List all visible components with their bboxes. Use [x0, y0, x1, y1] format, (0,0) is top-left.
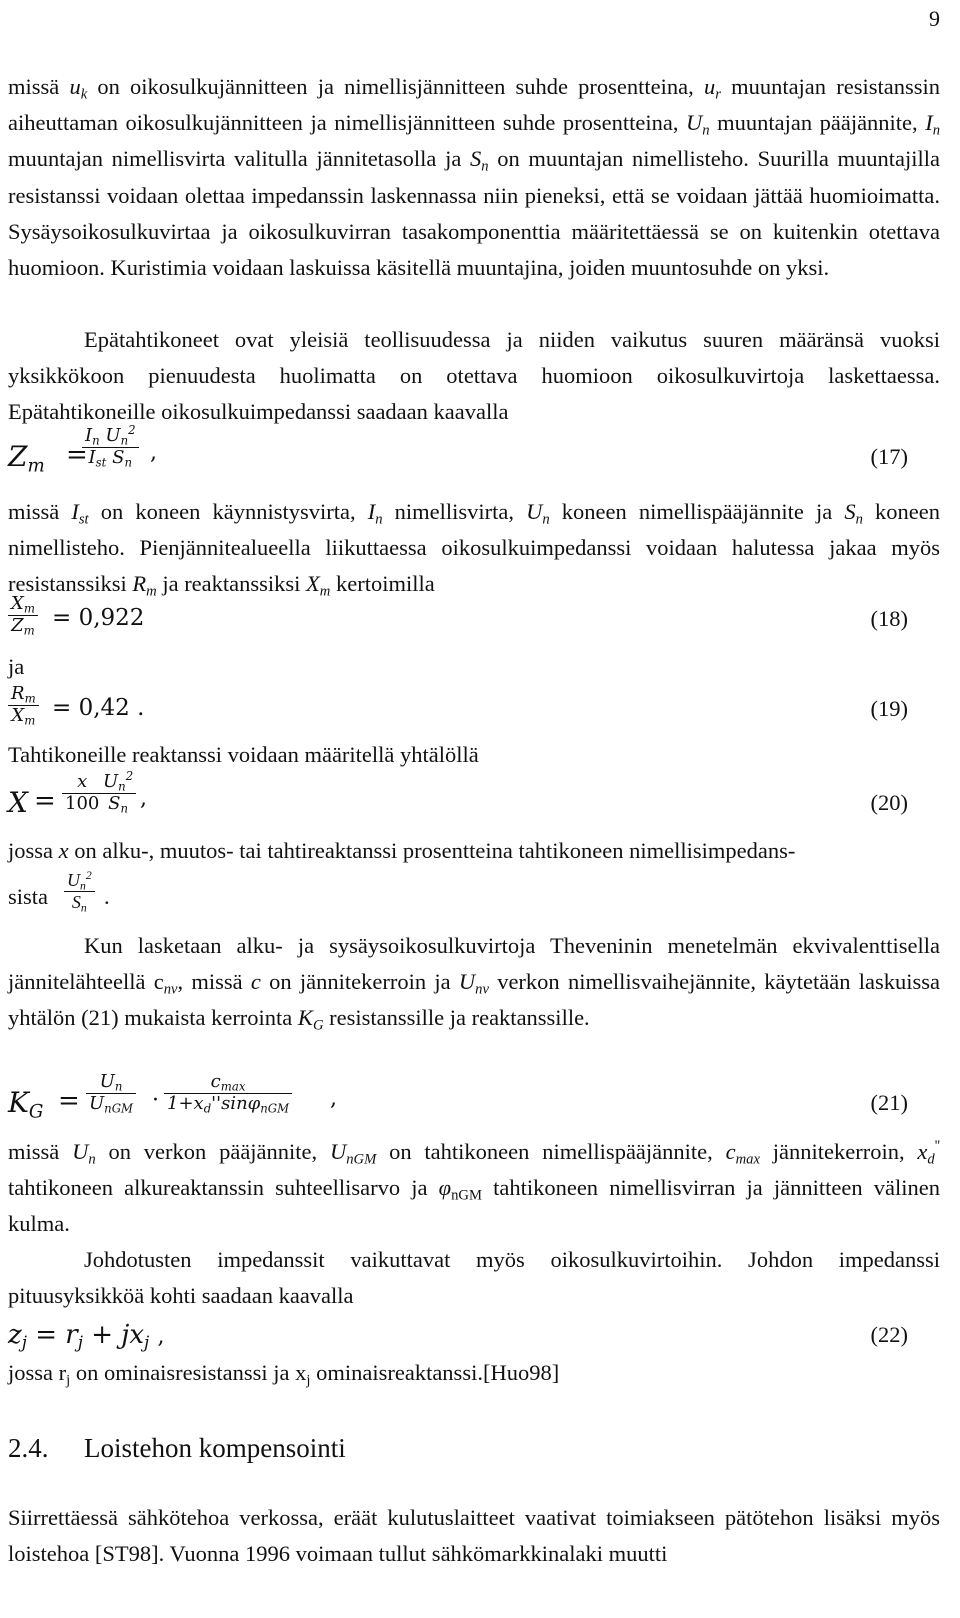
equation-22: $z_j = r_j + jx_j$ , (22)	[8, 1320, 908, 1353]
paragraph-machine-params: missä $I_{st}$ on koneen käynnistysvirta, $I_n$ nimellisvirta, $U_n$ koneen nimellispääjännite ja $S_n$ koneen nimellisteho. Pienjännitealueella liikuttaessa oikosulkuimpedanssi voidaan halutessa jakaa myös resistanssiksi $R_m$ ja reaktanssiksi $X_m$ kertoimilla	[8, 499, 940, 600]
section-heading	[8, 1433, 346, 1464]
equation-number-20: (20)	[870, 790, 908, 815]
equation-19: $\frac{R_m}{X_m}$ = 0,42 . (19)	[8, 684, 940, 744]
section-number: 2.4.	[8, 1433, 49, 1463]
paragraph-thevenin: Kun lasketaan alku- ja sysäysoikosulkuvirtoja Theveninin menetelmän ekvivalenttisella jännitelähteellä $c_{nv}$, missä c on jännitekerroin ja $U_{nv}$ verkon nimellisvaihejännite, käytetään laskuissa yhtälön (21) mukaista kerrointa $K_G$ resistanssille ja reaktanssille.	[8, 933, 940, 1034]
connector-ja: ja	[8, 654, 25, 679]
equation-20: X = $\frac{x}{100}$ $\frac{U_n^2}{S_n}$ , (20)	[8, 768, 908, 819]
equation-17: $Z_m$ = $I_n$ $U_n^2$ $I_{st}$ $S_n$ , (17)	[8, 422, 908, 477]
page-number: 9	[929, 6, 940, 31]
equation-number-19: (19)	[870, 696, 908, 721]
paragraph-transformer-params: missä $u_k$ on oikosulkujännitteen ja nimellisjännitteen suhde prosentteina, $u_r$ muuntajan resistanssin aiheuttaman oikosulkujännitteen ja nimellisjännitteen suhde prosentteina, $U_n$ muuntajan pääjännite, $I_n$ muuntajan nimellisvirta valitulla jännitetasolla ja $S_n$ on muuntajan nimellisteho. Suurilla muuntajilla resistanssi voidaan olettaa impedanssin laskennassa niin pieneksi, että se voidaan jättää huomioimatta. Sysäysoikosulkuvirtaa ja oikosulkuvirran tasakomponenttia määritettäessä se on kuitenkin otettava huomioon. Kuristimia voidaan laskuissa käsitellä muuntajina, joiden muuntosuhde on yksi.	[8, 74, 940, 281]
paragraph-eq21-vars: missä $U_n$ on verkon pääjännite, $U_{nGM}$ on tahtikoneen nimellispääjännite, $c_{max}$ jännitekerroin, $x_d''$ tahtikoneen alkureaktanssin suhteellisarvo ja $\varphi_{nGM}$ tahtikoneen nimellisvirran ja jännitteen välinen kulma.	[8, 1138, 940, 1237]
paragraph-reactance-def: jossa x on alku-, muutos- tai tahtireaktanssi prosentteina tahtikoneen nimellisimpedans-	[8, 838, 796, 863]
paragraph-line-params: jossa $r_j$ on ominaisresistanssi ja $x_j$ ominaisreaktanssi.[Huo98]	[8, 1360, 560, 1389]
paragraph-reactive-power: Siirrettäessä sähkötehoa verkossa, eräät kulutuslaitteet vaativat toimiakseen pätötehon lisäksi myös loistehoa [ST98]. Vuonna 1996 voimaan tullut sähkömarkkinalaki muutti	[8, 1505, 940, 1567]
equation-18: $\frac{X_m}{Z_m}$ = 0,922 (18)	[8, 594, 940, 654]
paragraph-line-impedance: Johdotusten impedanssit vaikuttavat myös oikosulkuvirtoihin. Johdon impedanssi pituusyksikköä kohti saadaan kaavalla	[8, 1247, 940, 1309]
document-page: 9 missä $u_k$ on oikosulkujännitteen ja nimellisjännitteen suhde prosentteina, $u_r$ muuntajan resistanssin aiheuttaman oikosulkujännitteen ja nimellisjännitteen suhde prosentteina, $U_n$ muuntajan pääjännite, $I_n$ muuntajan nimellisvirta valitulla jännitetasolla ja $S_n$ on muuntajan nimellisteho. Suurilla muuntajilla resistanssi voidaan olettaa impedanssin laskennassa niin pieneksi, että se voidaan jättää huomioimatta. Sysäysoikosulkuvirtaa ja oikosulkuvirran tasakomponenttia määritettäessä se on kuitenkin otettava huomioon. Kuristimia voidaan laskuissa käsitellä muuntajina, joiden muuntosuhde on yksi. Epätahtikoneet ovat yleisiä teollisuudessa ja niiden vaikutus suuren määränsä vuoksi yksikkökoon pienuudesta huolimatta on otettava huomioon oikosulkuvirtoja laskettaessa. Epätahtikoneille oikosulkuimpedanssi saadaan kaavalla $Z_m$ = $I_n$ $U_n^2$ $I_{st}$ $S_n$ , (17) missä $I_{st}$ on koneen käynnistysvirta, $I_n$ nimellisvirta, $U_n$ koneen nimellispääjännite ja $S_n$ koneen nimellisteho. Pienjännitealueella liikuttaessa oikosulkuimpedanssi voidaan halutessa jakaa myös resistanssiksi $R_m$ ja reaktanssiksi $X_m$ kertoimilla $\frac{X_m}{Z_m}$ = 0,922 (18) ja $\frac{R_m}{X_m}$ = 0,42 . (19) Tahtikoneille reaktanssi voidaan määritellä yhtälöllä X = $\frac{x}{100}$ $\frac{U_n^2}{S_n}$ , (20) jossa x on alku-, muutos- tai tahtireaktanssi prosentteina tahtikoneen nimellisimpedans- sista $\frac{U_n^2}{S_n}$ . Kun lasketaan alku- ja sysäysoikosulkuvirtoja Theveninin menetelmän ekvivalenttisella jännitelähteellä $c_{nv}$, missä c on jännitekerroin ja $U_{nv}$ verkon nimellisvaihejännite, käytetään laskuissa yhtälön (21) mukaista kerrointa $K_G$ resistanssille ja reaktanssille. $K_G$ = $U_n$ $U_{nGM}$ · $c_{max}$ $1+x_d''\sin\varphi_{nGM}$ , (21) missä $U_n$ on verkon pääjännite, $U_{nGM}$ on tahtikoneen nimellispääjännite, $c_{max}$ jännitekerroin, $x_d''$ tahtikoneen alkureaktanssin suhteellisarvo ja $\varphi_{nGM}$ tahtikoneen nimellisvirran ja jännitteen välinen kulma. Johdotusten impedanssit vaikuttavat myös oikosulkuvirtoihin. Johdon impedanssi pituusyksikköä kohti saadaan kaavalla $z_j = r_j + jx_j$ , (22) jossa $r_j$ on ominaisresistanssi ja $x_j$ ominaisreaktanssi.[Huo98] 2.4. Loistehon kompensointi Siirrettäessä sähkötehoa verkossa, eräät kulutuslaitteet vaativat toimiakseen pätötehon lisäksi myös loistehoa [ST98]. Vuonna 1996 voimaan tullut sähkömarkkinalaki muutti	[0, 0, 960, 1618]
paragraph-async-machines: Epätahtikoneet ovat yleisiä teollisuudessa ja niiden vaikutus suuren määränsä vuoksi yksikkökoon pienuudesta huolimatta on otettava huomioon oikosulkuvirtoja laskettaessa. Epätahtikoneille oikosulkuimpedanssi saadaan kaavalla	[8, 327, 940, 425]
section-title: Loistehon kompensointi	[84, 1433, 346, 1463]
equation-21: $K_G$ = $U_n$ $U_{nGM}$ · $c_{max}$ $1+x_d''\sin\varphi_{nGM}$ , (21)	[8, 1071, 908, 1123]
equation-number-22: (22)	[870, 1322, 908, 1347]
equation-number-21: (21)	[870, 1090, 908, 1115]
equation-number-18: (18)	[870, 606, 908, 631]
equation-number-17: (17)	[870, 444, 908, 469]
sync-machine-intro: Tahtikoneille reaktanssi voidaan määritellä yhtälöllä	[8, 742, 479, 767]
